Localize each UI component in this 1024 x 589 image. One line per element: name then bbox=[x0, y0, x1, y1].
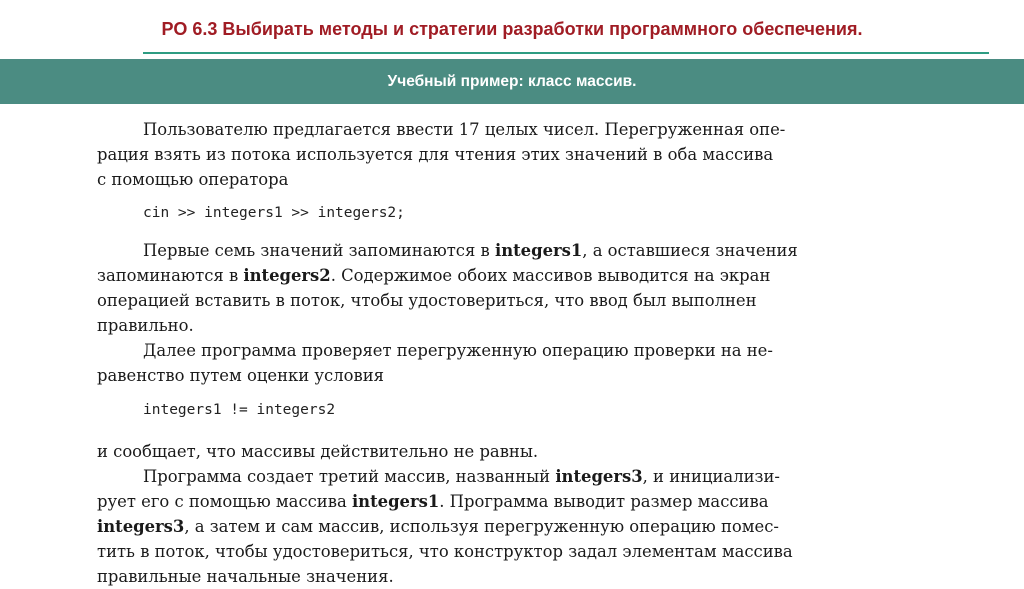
paragraph-2 bbox=[97, 238, 927, 338]
text-line bbox=[97, 489, 927, 514]
text-line bbox=[97, 514, 927, 539]
text-line: тить в поток, чтобы удостовериться, что конструктор задал элементам массива bbox=[97, 542, 793, 561]
paragraph-1 bbox=[97, 117, 927, 192]
paragraph-3 bbox=[97, 338, 927, 388]
text: рует его с помощью массива bbox=[97, 492, 352, 511]
identifier: integers3 bbox=[97, 517, 185, 536]
text-line: рация взять из потока используется для чтения этих значений в оба массива bbox=[97, 145, 774, 164]
text-line bbox=[97, 464, 927, 489]
text-line: правильные начальные значения. bbox=[97, 567, 394, 586]
identifier: integers2 bbox=[243, 266, 331, 285]
text-line: с помощью оператора bbox=[97, 170, 289, 189]
text-line bbox=[97, 263, 927, 288]
page-title: РО 6.3 Выбирать методы и стратегии разработки программного обеспечения. bbox=[161, 19, 863, 39]
text: , а оставшиеся значения bbox=[582, 241, 798, 260]
text: . Содержимое обоих массивов выводится на экран bbox=[330, 266, 771, 285]
text: Первые семь значений запоминаются в bbox=[143, 241, 495, 260]
text-line: правильно. bbox=[97, 316, 194, 335]
text: , и инициализи- bbox=[642, 467, 780, 486]
text-line: равенство путем оценки условия bbox=[97, 366, 384, 385]
text: Программа создает третий массив, названный bbox=[143, 467, 556, 486]
text: . Программа выводит размер массива bbox=[439, 492, 769, 511]
identifier: integers3 bbox=[555, 467, 643, 486]
text-line: Пользователю предлагается ввести 17 целых чисел. Перегруженная опе- bbox=[143, 120, 786, 139]
paragraph-5 bbox=[97, 464, 927, 589]
code-line-2: integers1 != integers2 bbox=[143, 402, 336, 418]
document-body bbox=[97, 117, 927, 589]
title-divider bbox=[143, 52, 989, 54]
section-subtitle: Учебный пример: класс массив. bbox=[387, 73, 637, 90]
text-line: Далее программа проверяет перегруженную операцию проверки на не- bbox=[143, 341, 773, 360]
code-line-1: cin >> integers1 >> integers2; bbox=[143, 205, 405, 221]
text: запоминаются в bbox=[97, 266, 244, 285]
paragraph-4: и сообщает, что массивы действительно не равны. bbox=[97, 442, 539, 461]
section-banner bbox=[0, 59, 1024, 104]
text-line: операцией вставить в поток, чтобы удостовериться, что ввод был выполнен bbox=[97, 291, 757, 310]
identifier: integers1 bbox=[494, 241, 583, 260]
text-line bbox=[97, 238, 927, 263]
identifier: integers1 bbox=[351, 492, 440, 511]
text: , а затем и сам массив, используя перегруженную операцию помес- bbox=[184, 517, 779, 536]
